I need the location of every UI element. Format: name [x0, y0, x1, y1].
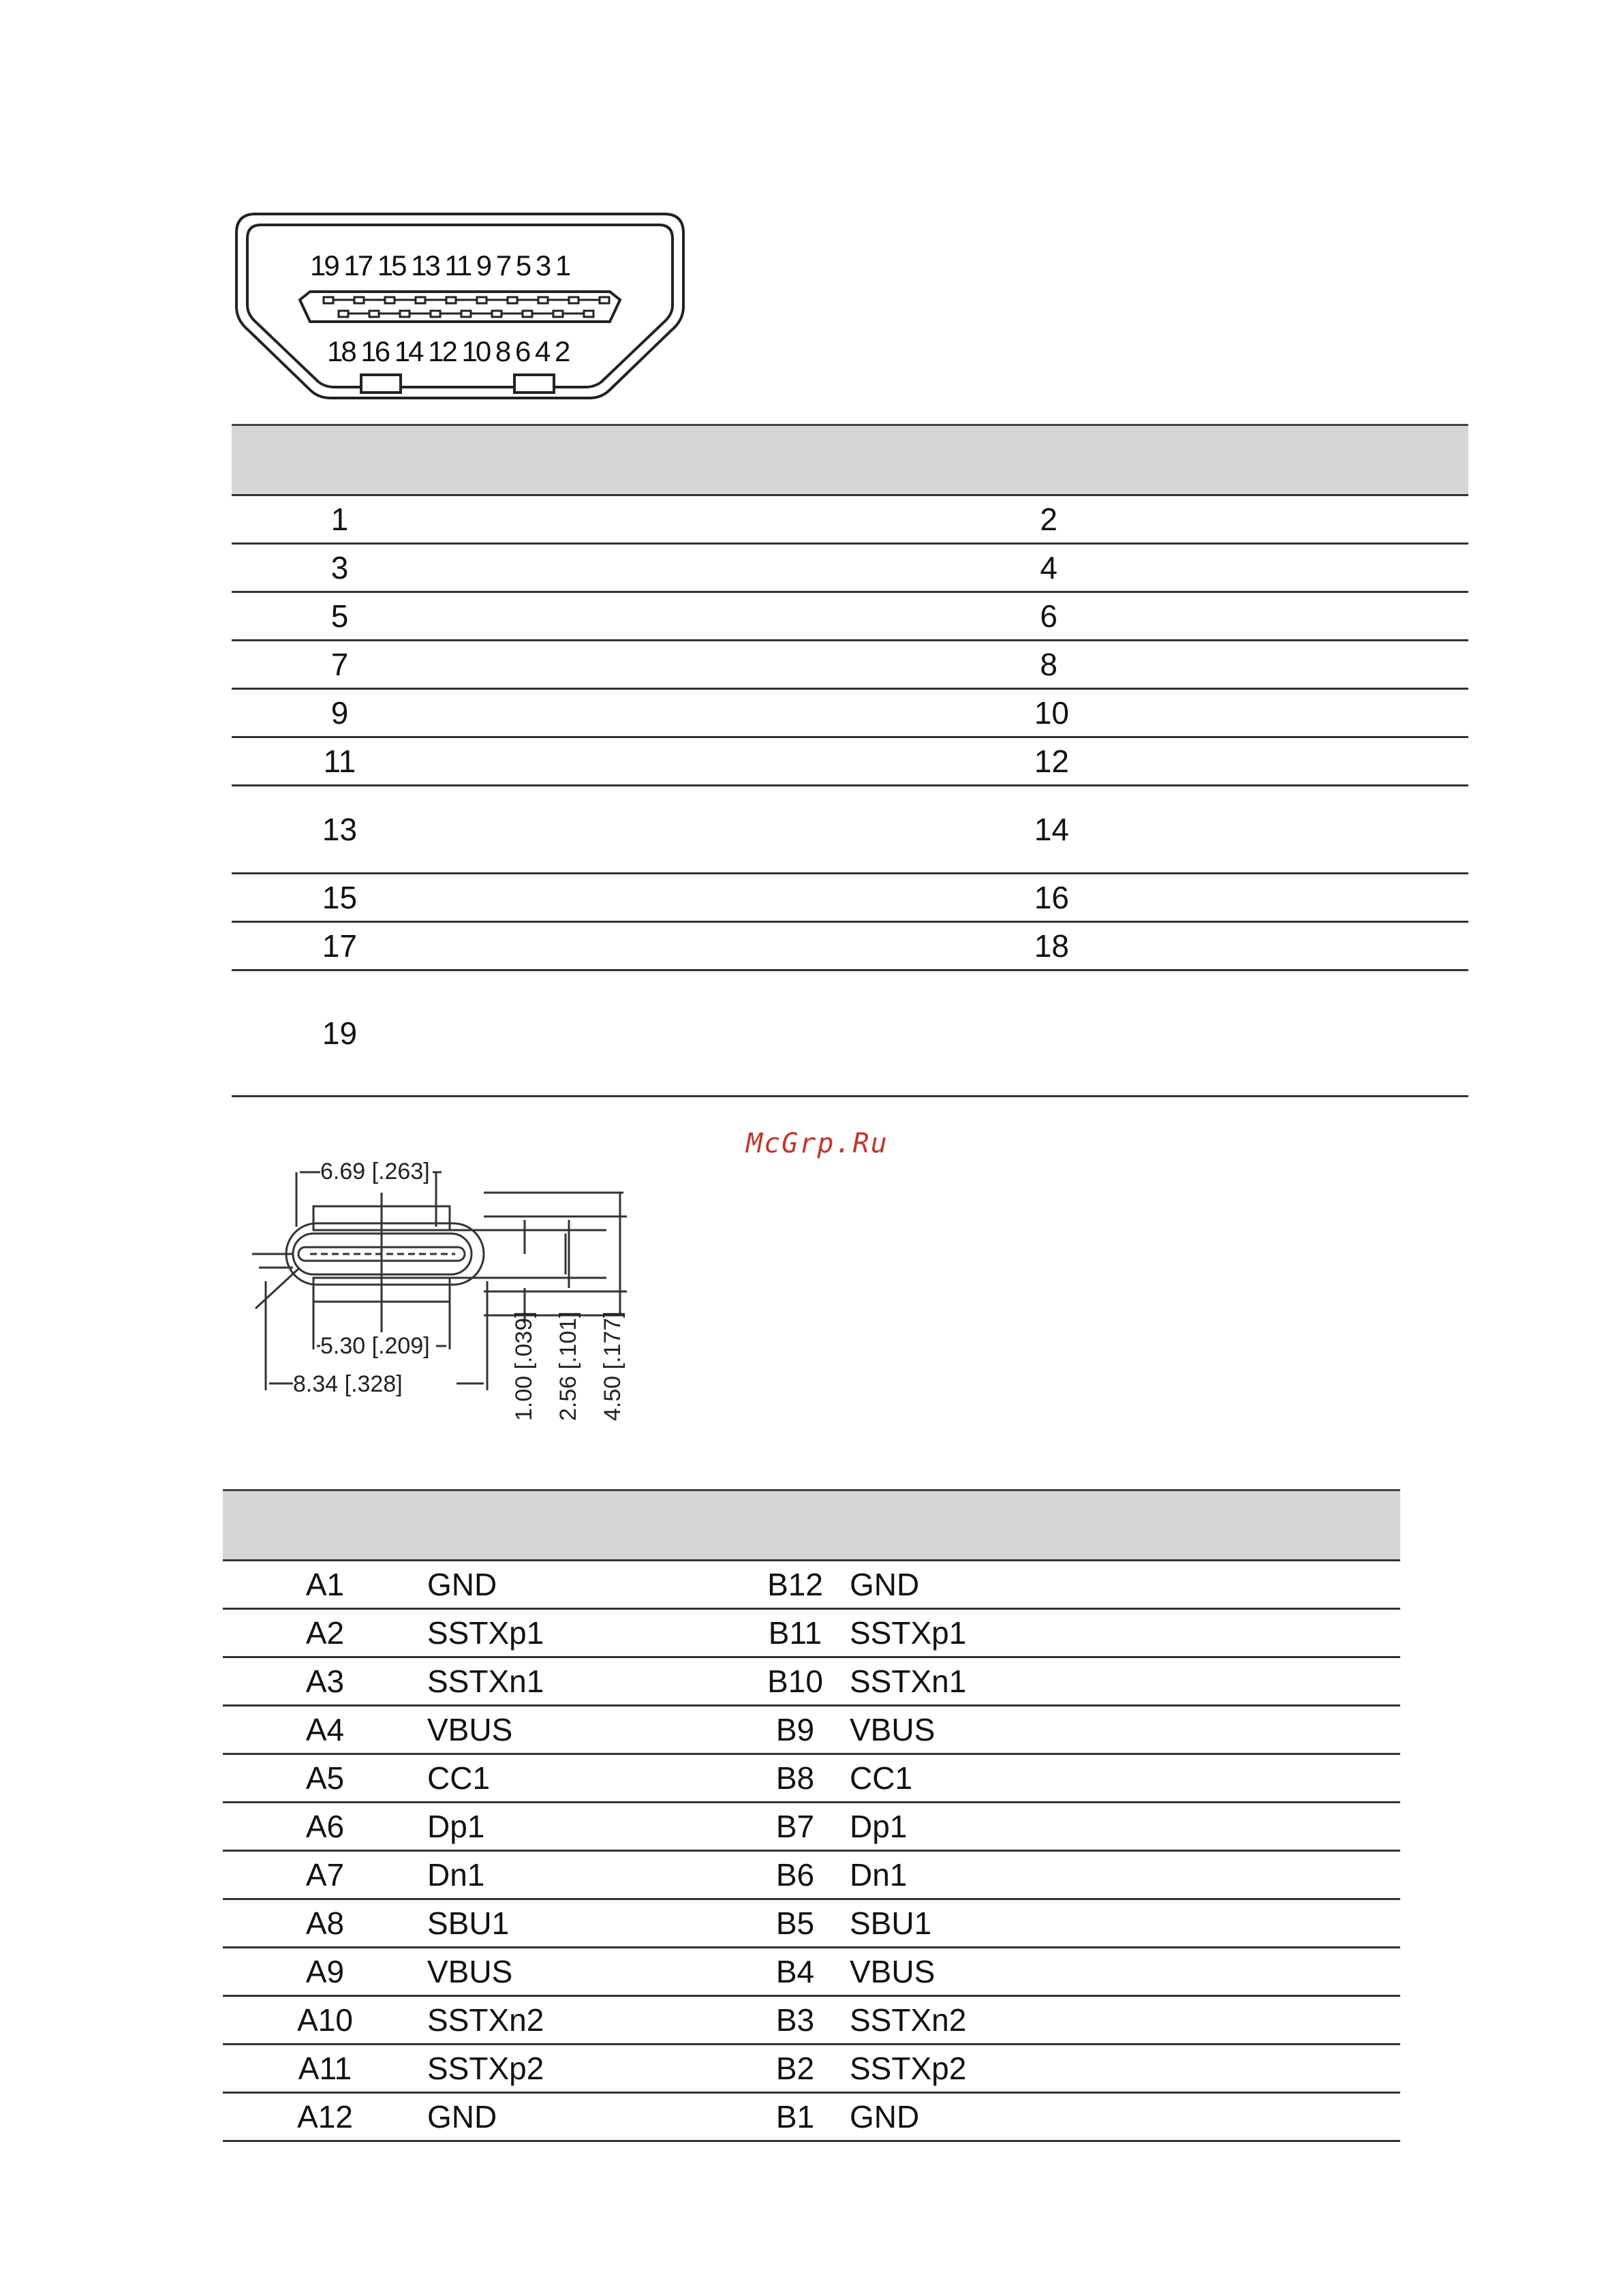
signal-a: CC1 [427, 1754, 741, 1803]
pin-b: B3 [741, 1996, 850, 2045]
signal-a: SSTXp2 [427, 2045, 741, 2093]
hdmi-pin-table [232, 424, 1468, 1097]
table-row [232, 495, 1468, 544]
pin-b: B11 [741, 1609, 850, 1657]
pin-b: B9 [741, 1706, 850, 1754]
signal-a: SSTXp1 [427, 1609, 741, 1657]
usb-c-pin-table [223, 1489, 1400, 2142]
pin-a: A11 [223, 2045, 427, 2093]
signal-b: GND [850, 1561, 1400, 1609]
table-row [223, 1899, 1400, 1948]
table-header [232, 425, 1468, 495]
pin-number: 2 [448, 495, 1468, 544]
signal-a: Dn1 [427, 1851, 741, 1899]
pin-number: 6 [448, 592, 1468, 641]
pin-a: A1 [223, 1561, 427, 1609]
pin-b: B4 [741, 1948, 850, 1996]
signal-a: GND [427, 1561, 741, 1609]
signal-b: SSTXp2 [850, 2045, 1400, 2093]
pin-number: 15 [232, 874, 448, 922]
signal-a: GND [427, 2093, 741, 2141]
table-row [223, 2045, 1400, 2093]
pin-number: 7 [232, 641, 448, 689]
pin-b: B7 [741, 1803, 850, 1851]
pin-number: 3 [232, 544, 448, 592]
table-row [223, 1706, 1400, 1754]
pin-b: B10 [741, 1657, 850, 1706]
table-row [232, 874, 1468, 922]
table-header [223, 1490, 1400, 1561]
table-row [232, 689, 1468, 737]
signal-b: VBUS [850, 1948, 1400, 1996]
pin-number: 1 [232, 495, 448, 544]
table-row [232, 592, 1468, 641]
pin-a: A4 [223, 1706, 427, 1754]
pin-a: A2 [223, 1609, 427, 1657]
pin-number: 8 [448, 641, 1468, 689]
usb-c-dimension-diagram [252, 1152, 647, 1452]
pin-a: A5 [223, 1754, 427, 1803]
pin-number [448, 970, 1468, 1097]
table-row [232, 544, 1468, 592]
signal-a: SSTXn2 [427, 1996, 741, 2045]
hdmi-bottom-pin-numbers: 18 16 14 12 10 8 6 4 2 [327, 335, 569, 367]
hdmi-connector-outline [228, 211, 692, 413]
table-row [232, 922, 1468, 970]
table-row [223, 1948, 1400, 1996]
dimension-height-1: 1.00 [.039] [511, 1311, 537, 1421]
pin-a: A10 [223, 1996, 427, 2045]
table-row [232, 737, 1468, 786]
pin-b: B2 [741, 2045, 850, 2093]
pin-b: B12 [741, 1561, 850, 1609]
pin-a: A12 [223, 2093, 427, 2141]
pin-number: 19 [232, 970, 448, 1097]
signal-a: SBU1 [427, 1899, 741, 1948]
pin-number: 17 [232, 922, 448, 970]
pin-number: 13 [232, 786, 448, 874]
signal-a: Dp1 [427, 1803, 741, 1851]
pin-b: B5 [741, 1899, 850, 1948]
watermark-text: McGrp.Ru [746, 1128, 888, 1159]
signal-a: SSTXn1 [427, 1657, 741, 1706]
signal-b: SSTXp1 [850, 1609, 1400, 1657]
dimension-height-3: 4.50 [.177] [600, 1311, 625, 1421]
table-row [223, 1754, 1400, 1803]
pin-a: A6 [223, 1803, 427, 1851]
pin-number: 10 [448, 689, 1468, 737]
pin-number: 14 [448, 786, 1468, 874]
pin-a: A7 [223, 1851, 427, 1899]
pin-number: 16 [448, 874, 1468, 922]
dimension-width-inner: 5.30 [.209] [320, 1333, 430, 1359]
signal-b: VBUS [850, 1706, 1400, 1754]
signal-a: VBUS [427, 1948, 741, 1996]
table-row [232, 786, 1468, 874]
pin-a: A3 [223, 1657, 427, 1706]
pin-number: 9 [232, 689, 448, 737]
signal-b: GND [850, 2093, 1400, 2141]
hdmi-connector-diagram [228, 211, 692, 413]
table-row [223, 1851, 1400, 1899]
signal-b: Dn1 [850, 1851, 1400, 1899]
dimension-width-outer: 8.34 [.328] [293, 1371, 403, 1397]
signal-b: Dp1 [850, 1803, 1400, 1851]
pin-b: B1 [741, 2093, 850, 2141]
table-row [232, 970, 1468, 1097]
dimension-width-top: 6.69 [.263] [320, 1159, 430, 1184]
table-row [223, 1803, 1400, 1851]
table-row [223, 2093, 1400, 2141]
pin-b: B6 [741, 1851, 850, 1899]
table-row [223, 1657, 1400, 1706]
pin-number: 5 [232, 592, 448, 641]
table-header-row [223, 1490, 1400, 1561]
hdmi-top-pin-numbers: 19 17 15 13 11 9 7 5 3 1 [310, 249, 570, 281]
dimension-height-2: 2.56 [.101] [555, 1311, 581, 1421]
signal-b: CC1 [850, 1754, 1400, 1803]
table-row [223, 1609, 1400, 1657]
table-row [223, 1996, 1400, 2045]
signal-b: SSTXn2 [850, 1996, 1400, 2045]
usb-c-outline [252, 1152, 647, 1452]
pin-a: A9 [223, 1948, 427, 1996]
signal-b: SBU1 [850, 1899, 1400, 1948]
pin-number: 11 [232, 737, 448, 786]
table-row [232, 641, 1468, 689]
table-header-row [232, 425, 1468, 495]
pin-number: 4 [448, 544, 1468, 592]
pin-b: B8 [741, 1754, 850, 1803]
pin-a: A8 [223, 1899, 427, 1948]
pin-number: 18 [448, 922, 1468, 970]
table-row [223, 1561, 1400, 1609]
signal-a: VBUS [427, 1706, 741, 1754]
pin-number: 12 [448, 737, 1468, 786]
signal-b: SSTXn1 [850, 1657, 1400, 1706]
